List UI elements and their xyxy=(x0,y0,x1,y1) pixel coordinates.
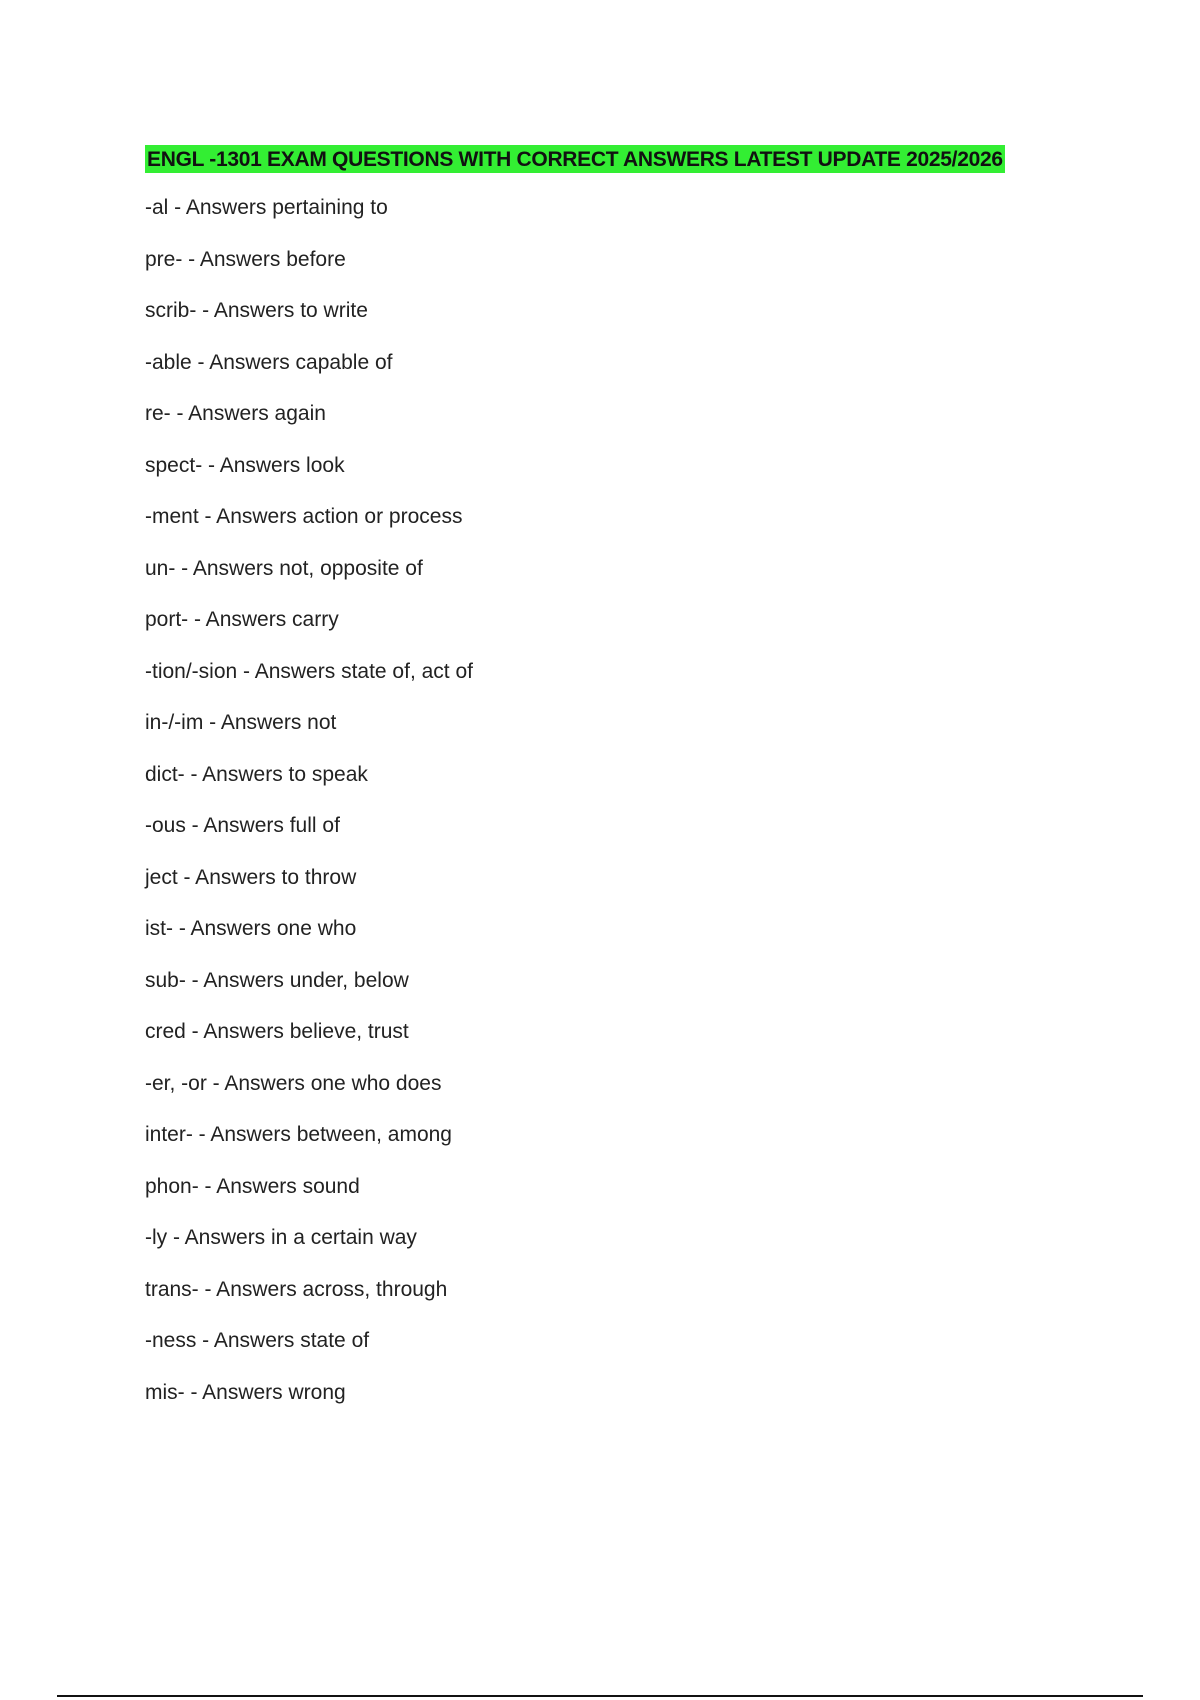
list-item: un- - Answers not, opposite of xyxy=(145,556,423,580)
document-title: ENGL -1301 EXAM QUESTIONS WITH CORRECT ANSWERS LATEST UPDATE 2025/2026 xyxy=(145,145,1005,173)
list-item: inter- - Answers between, among xyxy=(145,1123,452,1146)
list-item: pre- - Answers before xyxy=(145,247,346,271)
list-item: ject - Answers to throw xyxy=(145,865,357,889)
list-item: scrib- - Answers to write xyxy=(145,299,368,322)
list-item: -ly - Answers in a certain way xyxy=(145,1226,417,1249)
list-item: ist- - Answers one who xyxy=(145,917,357,940)
list-item: -ment - Answers action or process xyxy=(145,505,463,528)
list-item: spect- - Answers look xyxy=(145,453,345,477)
list-item: dict- - Answers to speak xyxy=(145,762,368,786)
list-item: -er, -or - Answers one who does xyxy=(145,1071,442,1095)
list-item: trans- - Answers across, through xyxy=(145,1277,448,1301)
list-item: re- - Answers again xyxy=(145,402,326,425)
list-item: sub- - Answers under, below xyxy=(145,968,409,992)
list-item: cred - Answers believe, trust xyxy=(145,1020,409,1043)
list-item: mis- - Answers wrong xyxy=(145,1380,346,1404)
list-item: port- - Answers carry xyxy=(145,608,339,631)
list-item: phon- - Answers sound xyxy=(145,1174,360,1198)
title-block xyxy=(145,145,1005,173)
list-item: -ous - Answers full of xyxy=(145,814,340,837)
list-item: -al - Answers pertaining to xyxy=(145,196,388,219)
footer-divider xyxy=(57,1695,1143,1697)
list-item: -able - Answers capable of xyxy=(145,350,393,374)
list-item: -ness - Answers state of xyxy=(145,1329,370,1352)
entry-list xyxy=(145,194,473,1430)
list-item: -tion/-sion - Answers state of, act of xyxy=(145,659,473,683)
list-item: in-/-im - Answers not xyxy=(145,711,337,734)
